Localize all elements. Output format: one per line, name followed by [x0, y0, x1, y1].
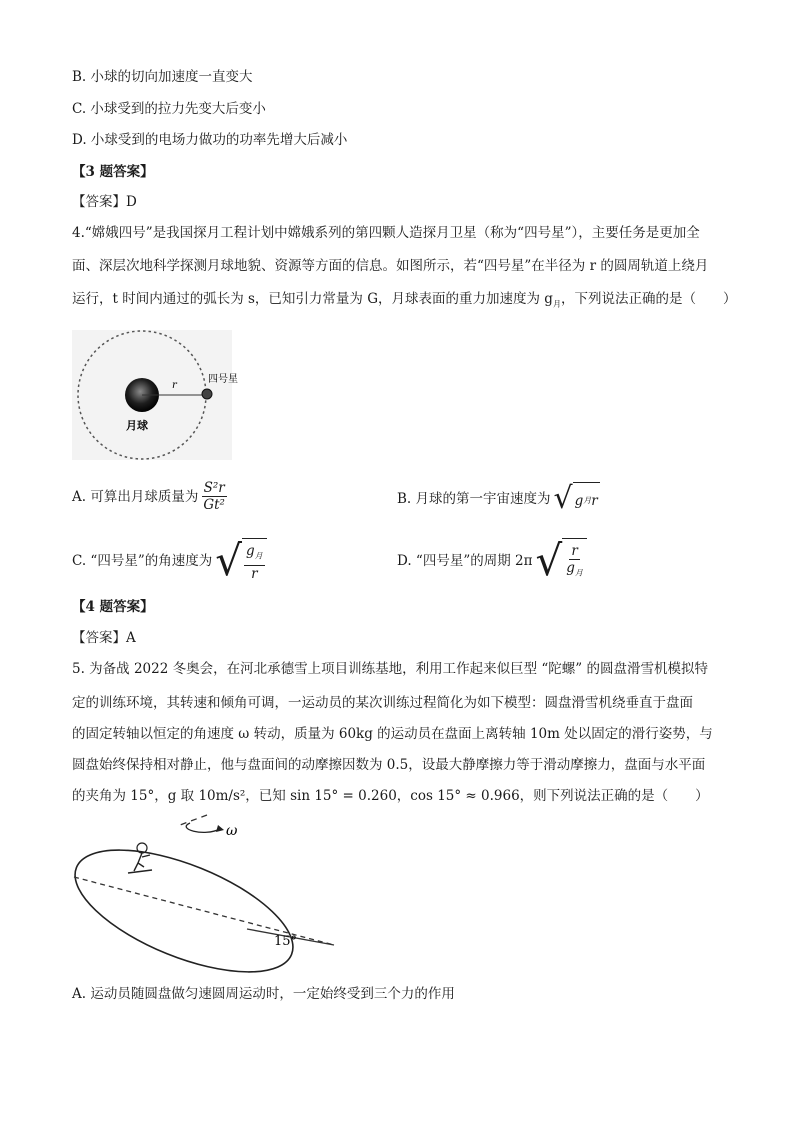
q3-answer-tag: 【3 题答案】	[72, 164, 154, 180]
q4-line-3	[72, 290, 736, 314]
q4-option-b-label: B. 月球的第一宇宙速度为	[397, 491, 551, 507]
q4-option-c	[72, 538, 267, 584]
q4-line-3b: ，下列说法正确的是（ ）	[560, 291, 737, 307]
q4-option-a-fraction	[201, 480, 227, 513]
q4-option-c-num-sub: 月	[254, 551, 263, 561]
q4-option-c-label: C. “四号星”的角速度为	[72, 553, 213, 569]
q4-option-a-label: A. 可算出月球质量为	[72, 488, 199, 505]
q4-option-d-den: g	[566, 560, 575, 577]
q4-answer: 【答案】A	[72, 630, 136, 646]
q4-option-a	[72, 480, 227, 513]
radius-label: r	[172, 380, 177, 391]
q5-option-a: A. 运动员随圆盘做匀速圆周运动时，一定始终受到三个力的作用	[72, 986, 455, 1002]
q4-option-c-den: r	[251, 565, 258, 582]
omega-label: ω	[226, 823, 238, 839]
option-d-text: D. 小球受到的电场力做功的功率先增大后减小	[72, 132, 348, 148]
moon-orbit-figure	[72, 330, 238, 460]
radical-icon: √	[215, 536, 242, 585]
q4-option-b-sub: 月	[583, 495, 592, 505]
satellite-icon	[202, 389, 212, 399]
q4-option-b-g: g	[574, 492, 584, 509]
arrow-head-icon	[216, 825, 224, 832]
q5-line-3: 的固定转轴以恒定的角速度 ω 转动，质量为 60kg 的运动员在盘面上离转轴 10m 处以固定的滑行姿势，与	[72, 726, 713, 742]
disk-skiing-figure	[72, 815, 342, 975]
rotation-arrow-icon	[186, 823, 220, 832]
q4-answer-tag: 【4 题答案】	[72, 599, 154, 615]
q5-line-2: 定的训练环境，其转速和倾角可调，一运动员的某次训练过程简化为如下模型：圆盘滑雪机绕垂直于盘面	[72, 695, 693, 711]
q4-option-c-num: g	[246, 543, 255, 560]
angle-label: 15°	[274, 934, 298, 949]
q4-option-d-sqrt	[535, 538, 586, 584]
q4-option-d	[397, 538, 587, 584]
q4-line-3-sub: 月	[552, 299, 561, 309]
q4-option-b-sqrt	[554, 482, 600, 516]
radical-icon: √	[535, 536, 563, 585]
q4-option-b	[397, 482, 600, 516]
q5-line-1: 5. 为备战 2022 冬奥会，在河北承德雪上项目训练基地，利用工作起来似巨型 “陀螺” 的圆盘滑雪机模拟特	[72, 661, 708, 677]
q5-line-4: 圆盘始终保持相对静止，他与盘面间的动摩擦因数为 0.5，设最大静摩擦力等于滑动摩擦力，盘面与水平面	[72, 757, 706, 773]
option-c-text: C. 小球受到的拉力先变大后变小	[72, 101, 266, 117]
q4-option-a-numerator: S²r	[203, 480, 225, 496]
satellite-label: 四号星	[208, 374, 238, 385]
option-b-text: B. 小球的切向加速度一直变大	[72, 69, 253, 85]
q4-option-b-r: r	[591, 492, 598, 509]
rotation-axis	[180, 815, 207, 825]
q4-option-c-sqrt	[215, 538, 266, 584]
moon-label: 月球	[126, 419, 148, 432]
q4-option-d-den-sub: 月	[574, 568, 583, 578]
q4-option-a-denominator: Gt²	[203, 497, 225, 513]
disk-ellipse	[59, 825, 309, 997]
skier-icon	[128, 843, 152, 873]
q5-line-5: 的夹角为 15°，g 取 10m/s²，已知 sin 15° = 0.260，cos 15° ≈ 0.966，则下列说法正确的是（ ）	[72, 788, 709, 804]
q4-option-d-label: D. “四号星”的周期 2π	[397, 553, 533, 569]
q4-line-3a: 运行，t 时间内通过的弧长为 s，已知引力常量为 G，月球表面的重力加速度为 g	[72, 291, 553, 307]
q4-line-1: 4.“嫦娥四号”是我国探月工程计划中嫦娥系列的第四颗人造探月卫星（称为“四号星”），主要任务是更加全	[72, 225, 700, 241]
q4-option-d-num: r	[571, 543, 578, 560]
radical-icon: √	[553, 481, 573, 516]
q3-answer: 【答案】D	[72, 194, 137, 210]
q4-line-2: 面、深层次地科学探测月球地貌、资源等方面的信息。如图所示，若“四号星”在半径为 r 的圆周轨道上绕月	[72, 258, 709, 274]
